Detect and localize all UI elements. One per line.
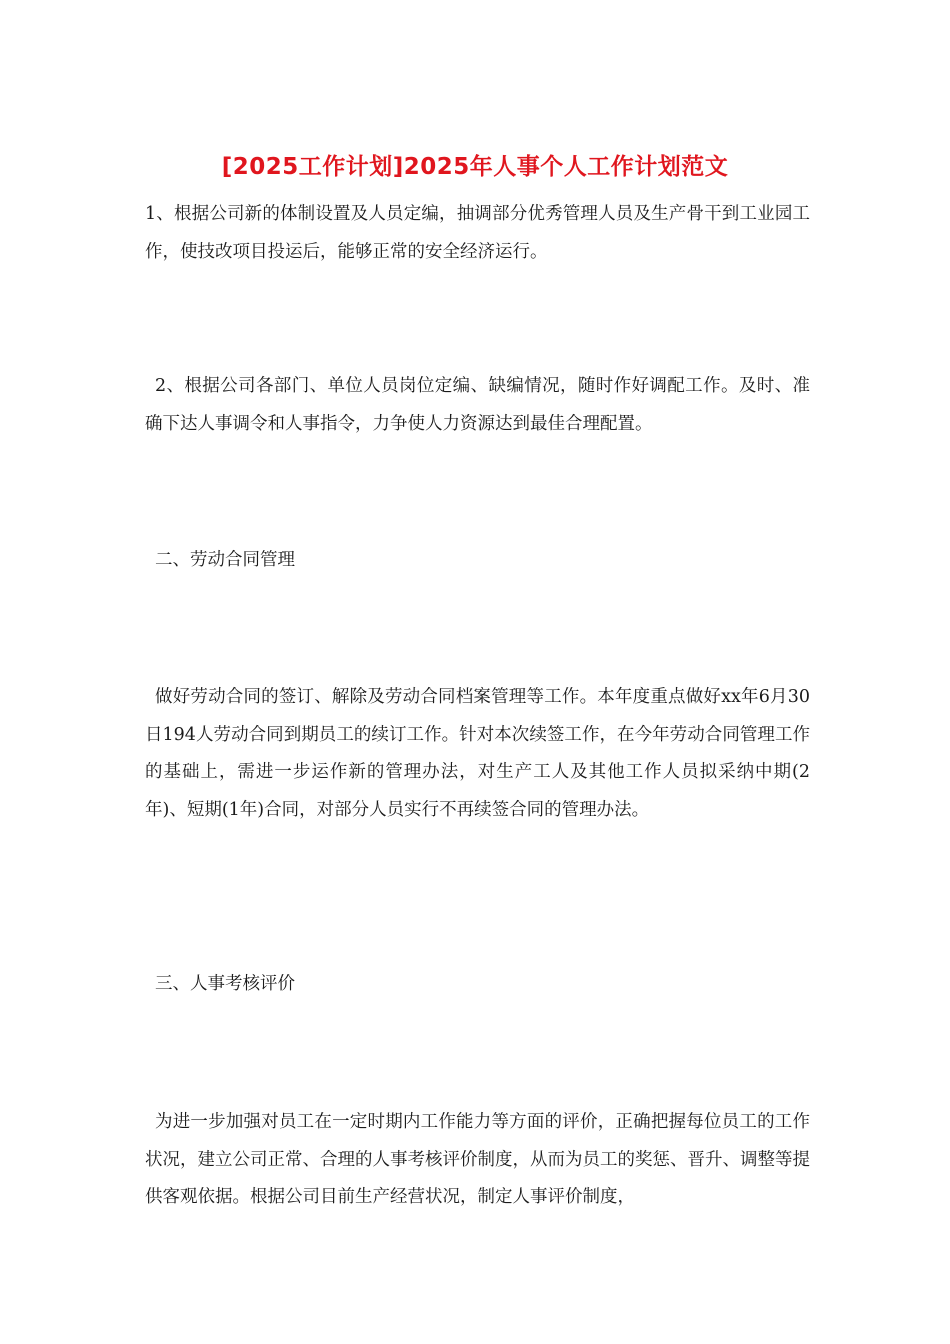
section-heading-labor-contract: 二、劳动合同管理 [155, 550, 295, 570]
paragraph-item-2: 2、根据公司各部门、单位人员岗位定编、缺编情况，随时作好调配工作。及时、准确下达人事调令和人事指令，力争使人力资源达到最佳合理配置。 [145, 376, 810, 434]
document-title: [2025工作计划]2025年人事个人工作计划范文 [221, 154, 729, 180]
paragraph-item-1: 1、根据公司新的体制设置及人员定编，抽调部分优秀管理人员及生产骨干到工业园工作，使技改项目投运后，能够正常的安全经济运行。 [145, 204, 810, 262]
paragraph-labor-contract: 做好劳动合同的签订、解除及劳动合同档案管理等工作。本年度重点做好xx年6月30日194人劳动合同到期员工的续订工作。针对本次续签工作，在今年劳动合同管理工作的基础上，需进一步运作新的管理办法，对生产工人及其他工作人员拟采纳中期(2年)、短期(1年)合同，对部分人员实行不再续签合同的管理办法。 [145, 687, 810, 820]
paragraph-personnel-evaluation: 为进一步加强对员工在一定时期内工作能力等方面的评价，正确把握每位员工的工作状况，建立公司正常、合理的人事考核评价制度，从而为员工的奖惩、晋升、调整等提供客观依据。根据公司目前生产经营状况，制定人事评价制度， [145, 1112, 810, 1207]
section-heading-personnel-evaluation: 三、人事考核评价 [155, 974, 295, 994]
